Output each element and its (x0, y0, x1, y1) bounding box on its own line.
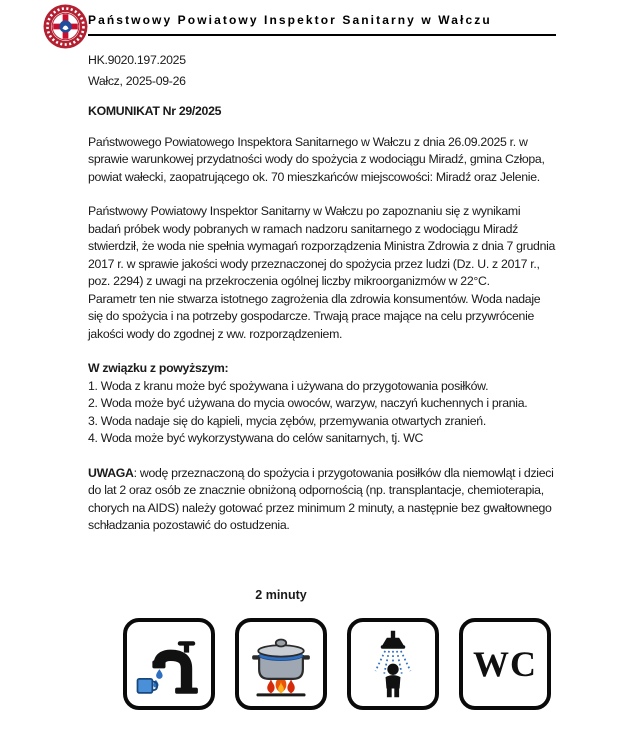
instructions-heading: W związku z powyższym: (88, 361, 229, 375)
wc-icon (459, 618, 551, 710)
communique-title: KOMUNIKAT Nr 29/2025 (88, 104, 222, 118)
wc-label: WC (473, 644, 537, 684)
boiling-pot-icon (235, 618, 327, 710)
warning-paragraph (88, 465, 556, 535)
body-paragraph-2: Parametr ten nie stwarza istotnego zagrożenia dla zdrowia konsumentów. Woda nadaje się do spożycia i na potrzeby gospodarcze. Trwają prace mające na celu przywrócenie jakości wody do zgodnej z ww. rozporządzeniem. (88, 291, 541, 341)
instruction-item-1: 1. Woda z kranu może być spożywana i używana do przygotowania posiłków. (88, 378, 489, 393)
page-title: Państwowy Powiatowy Inspektor Sanitarny w Wałczu (88, 13, 556, 36)
place-and-date: Wałcz, 2025-09-26 (88, 73, 186, 88)
intro-paragraph: Państwowego Powiatowego Inspektora Sanitarnego w Wałczu z dnia 26.09.2025 r. w sprawie warunkowej przydatności wody do spożycia z wodociągu Miradź, gmina Człopa, powiat wałecki, zaopatrującego ok. 70 mieszkańców miejscowości: Miradź oraz Jelenie. (88, 134, 545, 184)
shower-icon (347, 618, 439, 710)
document-body (88, 52, 556, 552)
sanitary-inspection-emblem-icon (43, 4, 88, 49)
pictogram-row (123, 618, 551, 710)
body-paragraph-1: Państwowy Powiatowy Inspektor Sanitarny w Wałczu po zapoznaniu się z wynikami badań próbek wody pobranych w ramach nadzoru sanitarnego z wodociągu Miradź stwierdził, że woda nie spełnia wymagań rozporządzenia Ministra Zdrowia z dnia 7 grudnia 2017 r. w sprawie jakości wody przeznaczonej do spożycia przez ludzi (Dz. U. z 2017 r., poz. 2294) z uwagi na przekroczenia ogólnej liczby mikroorganizmów w 22°C. (88, 204, 556, 288)
warning-text: : wodę przeznaczoną do spożycia i przygotowania posiłków dla niemowląt i dzieci do lat 2 oraz osób ze znacznie obniżoną odpornością (np. transplantacje, chemioterapia, chorych na AIDS) należy gotować przez minimum 2 minuty, a następnie bez gwałtownego schładzania pozostawić do ostudzenia. (88, 465, 554, 532)
reference-number: HK.9020.197.2025 (88, 53, 186, 67)
boiling-pot-graphic (246, 629, 316, 699)
tap-water-icon (123, 618, 215, 710)
instruction-item-3: 3. Woda nadaje się do kąpieli, mycia zębów, przemywania otwartych zranień. (88, 413, 486, 428)
instruction-item-4: 4. Woda może być wykorzystywana do celów sanitarnych, tj. WC (88, 431, 424, 445)
tap-water-graphic (134, 629, 204, 699)
warning-label: UWAGA (88, 465, 134, 480)
boil-time-caption: 2 minuty (255, 588, 307, 602)
shower-graphic (358, 629, 428, 699)
instruction-item-2: 2. Woda może być używana do mycia owoców, warzyw, naczyń kuchennych i prania. (88, 396, 528, 410)
